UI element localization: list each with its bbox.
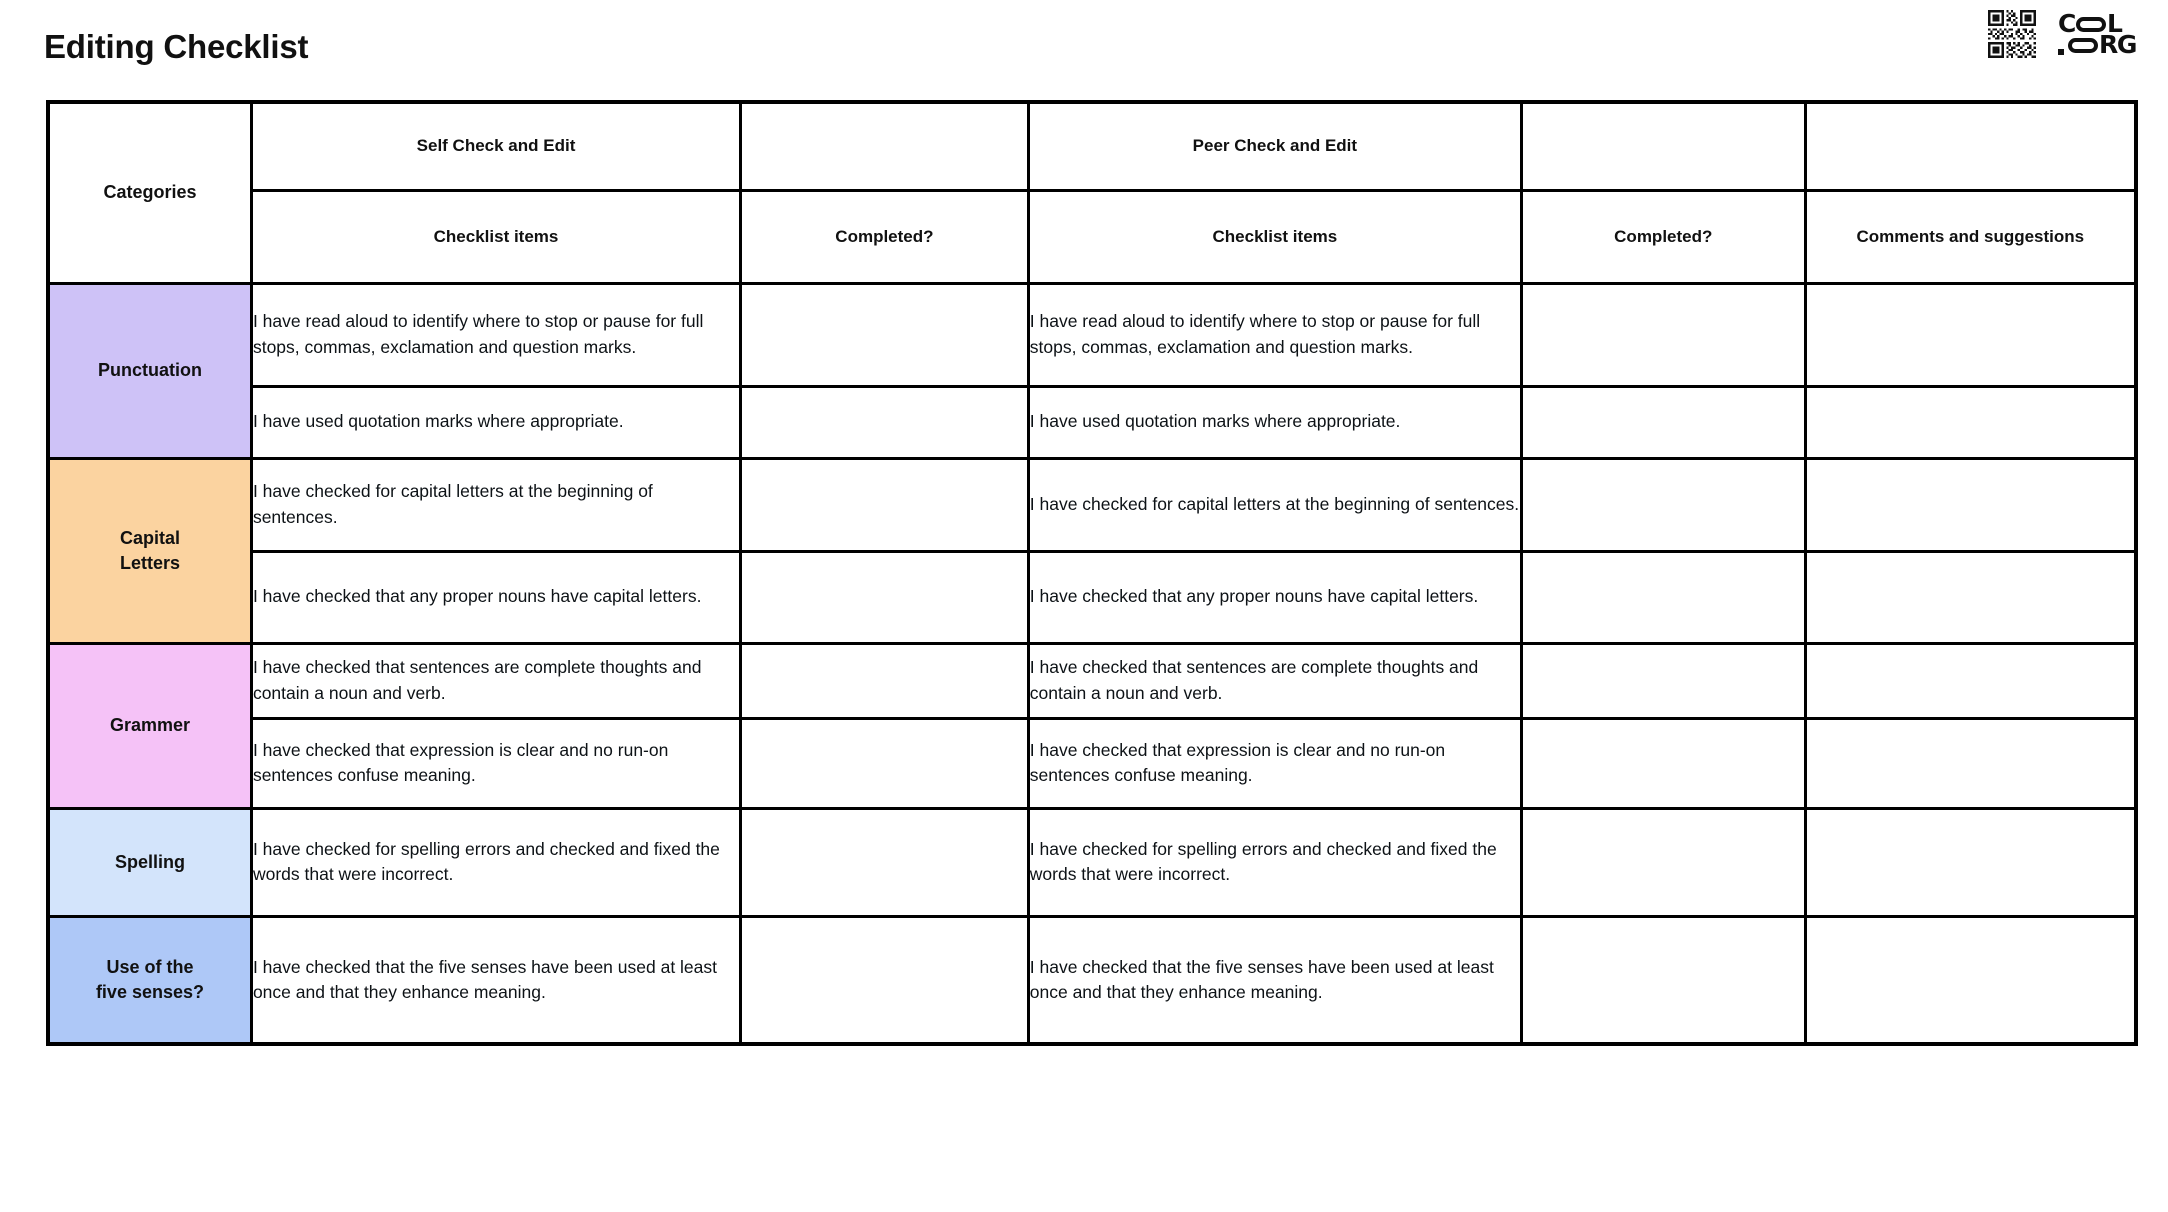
table-row [48,808,2136,916]
page-title: Editing Checklist [44,28,309,65]
subheader-peer-completed: Completed? [1521,190,1805,283]
peer-completed-cell[interactable] [1521,551,1805,643]
peer-completed-cell[interactable] [1521,808,1805,916]
brand-block [1988,10,2136,58]
qr-code-icon [1988,10,2036,58]
category-cell-capital-letters [48,458,251,643]
category-label-line: Letters [119,552,180,573]
category-cell-punctuation [48,283,251,458]
table-row [48,283,2136,386]
peer-checklist-item-cell: I have checked for capital letters at the beginning of sentences. [1028,458,1521,551]
header-self-check-and-edit: Self Check and Edit [251,102,740,190]
peer-completed-cell[interactable] [1521,458,1805,551]
category-label-line: Spelling [114,851,185,872]
table-row [48,718,2136,808]
self-completed-cell[interactable] [741,808,1029,916]
self-completed-cell[interactable] [741,551,1029,643]
category-label-line: Use of the [106,957,194,978]
category-cell-spelling [48,808,251,916]
subheader-self-completed: Completed? [741,190,1029,283]
logo-o-shape [2068,38,2098,53]
header-peer-check-and-edit: Peer Check and Edit [1028,102,1521,190]
self-checklist-item-cell: I have used quotation marks where appropriate. [251,386,740,458]
peer-checklist-item-cell: I have checked that the five senses have been used at least once and that they enhance meaning. [1028,916,1521,1044]
self-completed-cell[interactable] [741,283,1029,386]
table-sub-header-row [48,190,2136,283]
self-completed-cell[interactable] [741,916,1029,1044]
comments-cell[interactable] [1805,718,2136,808]
peer-checklist-item-cell: I have used quotation marks where appropriate. [1028,386,1521,458]
peer-completed-cell[interactable] [1521,643,1805,718]
editing-checklist-table [46,100,2138,1046]
table-row [48,551,2136,643]
header-comments-spacer [1805,102,2136,190]
logo-chars-rg: RG [2099,30,2136,59]
self-completed-cell[interactable] [741,386,1029,458]
cool-org-logo [2058,8,2136,59]
self-completed-cell[interactable] [741,718,1029,808]
category-label-line: five senses? [95,981,204,1002]
peer-checklist-item-cell: I have checked for spelling errors and checked and fixed the words that were incorrect. [1028,808,1521,916]
category-label-line: Capital [119,528,180,549]
self-checklist-item-cell: I have checked for spelling errors and checked and fixed the words that were incorrect. [251,808,740,916]
category-cell-use-of-the-five-senses [48,916,251,1044]
comments-cell[interactable] [1805,643,2136,718]
table-row [48,458,2136,551]
peer-checklist-item-cell: I have checked that expression is clear and no run-on sentences confuse meaning. [1028,718,1521,808]
self-completed-cell[interactable] [741,643,1029,718]
logo-char-c: C [2058,8,2075,38]
peer-completed-cell[interactable] [1521,283,1805,386]
category-cell-grammer [48,643,251,808]
self-checklist-item-cell: I have checked that sentences are complete thoughts and contain a noun and verb. [251,643,740,718]
logo-line-org [2058,30,2136,59]
peer-completed-cell[interactable] [1521,718,1805,808]
comments-cell[interactable] [1805,551,2136,643]
peer-completed-cell[interactable] [1521,386,1805,458]
category-label-line: Punctuation [97,360,202,381]
peer-checklist-item-cell: I have checked that any proper nouns have capital letters. [1028,551,1521,643]
header-categories: Categories [48,102,251,283]
self-checklist-item-cell: I have checked that any proper nouns have capital letters. [251,551,740,643]
comments-cell[interactable] [1805,808,2136,916]
comments-cell[interactable] [1805,916,2136,1044]
self-checklist-item-cell: I have checked for capital letters at the beginning of sentences. [251,458,740,551]
self-checklist-item-cell: I have read aloud to identify where to stop or pause for full stops, commas, exclamation and question marks. [251,283,740,386]
table-row [48,916,2136,1044]
subheader-comments-and-suggestions: Comments and suggestions [1805,190,2136,283]
header-peer-check-spacer [1521,102,1805,190]
header-self-check-spacer [741,102,1029,190]
table-row [48,386,2136,458]
peer-checklist-item-cell: I have read aloud to identify where to stop or pause for full stops, commas, exclamation and question marks. [1028,283,1521,386]
subheader-self-checklist-items: Checklist items [251,190,740,283]
table-row [48,643,2136,718]
category-label-line: Grammer [109,715,190,736]
logo-dot-shape [2058,49,2064,55]
logo-char-l: L [2106,8,2122,38]
comments-cell[interactable] [1805,283,2136,386]
peer-checklist-item-cell: I have checked that sentences are complete thoughts and contain a noun and verb. [1028,643,1521,718]
comments-cell[interactable] [1805,458,2136,551]
peer-completed-cell[interactable] [1521,916,1805,1044]
logo-oo-shape [2076,17,2106,32]
checklist-table-wrapper [46,100,2138,1046]
subheader-peer-checklist-items: Checklist items [1028,190,1521,283]
self-checklist-item-cell: I have checked that expression is clear and no run-on sentences confuse meaning. [251,718,740,808]
self-checklist-item-cell: I have checked that the five senses have been used at least once and that they enhance meaning. [251,916,740,1044]
self-completed-cell[interactable] [741,458,1029,551]
comments-cell[interactable] [1805,386,2136,458]
table-group-header-row [48,102,2136,190]
